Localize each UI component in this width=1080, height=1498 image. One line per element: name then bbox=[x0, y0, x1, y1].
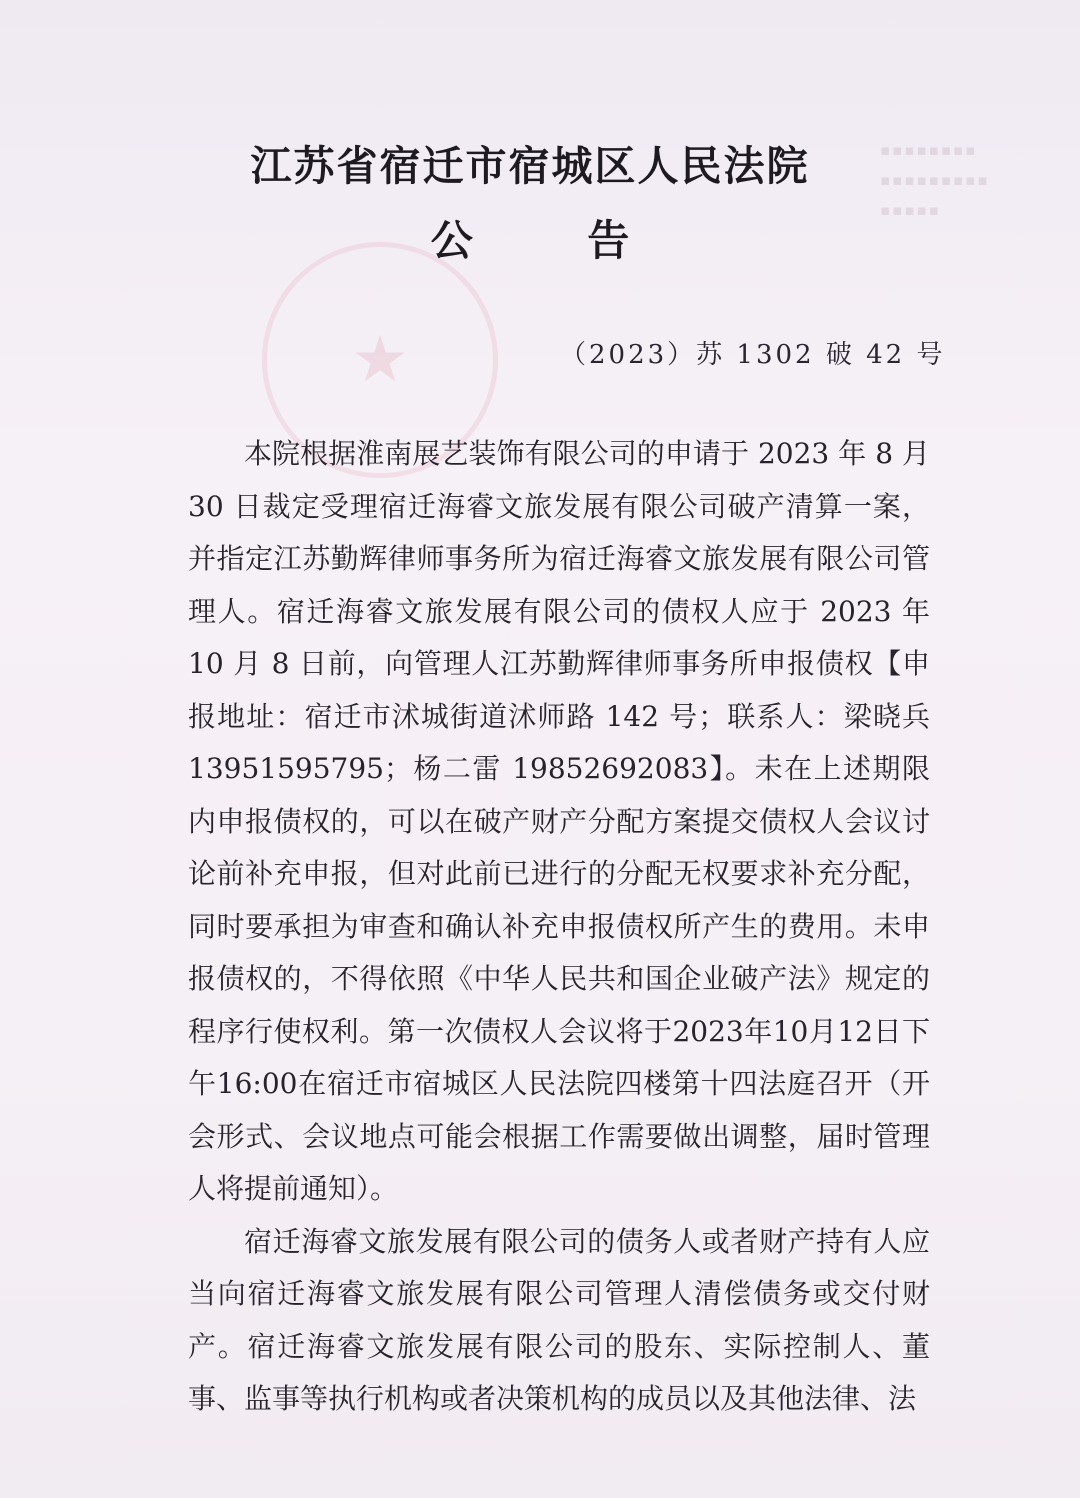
paragraph: 宿迁海睿文旅发展有限公司的债务人或者财产持有人应当向宿迁海睿文旅发展有限公司管理人清偿债务或交付财产。宿迁海睿文旅发展有限公司的股东、实际控制人、董事、监事等执行机构或者决策机构的成员以及其他法律、法 bbox=[188, 1224, 930, 1415]
case-number: （2023）苏 1302 破 42 号 bbox=[560, 340, 946, 370]
announcement-body bbox=[188, 428, 930, 1426]
show-through-text: ▪▪▪▪▪▪▪▪ ▪▪▪▪▪▪▪▪▪ ▪▪▪▪▪ bbox=[880, 141, 990, 219]
document-type-heading: 公 告 bbox=[430, 216, 680, 265]
paragraph: 本院根据淮南展艺装饰有限公司的申请于 2023 年 8 月 30 日裁定受理宿迁海睿文旅发展有限公司破产清算一案，并指定江苏勤辉律师事务所为宿迁海睿文旅发展有限公司管理人。宿迁海睿文旅发展有限公司的债权人应于 2023 年 10 月 8 日前，向管理人江苏勤辉律师事务所申报债权【申报地址：宿迁市沭城街道沭师路 142 号；联系人：梁晓兵 13951595795；杨二雷 19852692083】。未在上述期限内申报债权的，可以在破产财产分配方案提交债权人会议讨论前补充申报，但对此前已进行的分配无权要求补充分配，同时要承担为审查和确认补充申报债权所产生的费用。未申报债权的，不得依照《中华人民共和国企业破产法》规定的程序行使权利。第一次债权人会议将于2023年10月12日下午16:00在宿迁市宿城区人民法院四楼第十四法庭召开（开会形式、会议地点可能会根据工作需要做出调整，届时管理人将提前通知）。 bbox=[188, 437, 930, 1205]
seal-star-icon: ★ bbox=[351, 323, 409, 397]
court-name-heading: 江苏省宿迁市宿城区人民法院 bbox=[250, 142, 810, 190]
